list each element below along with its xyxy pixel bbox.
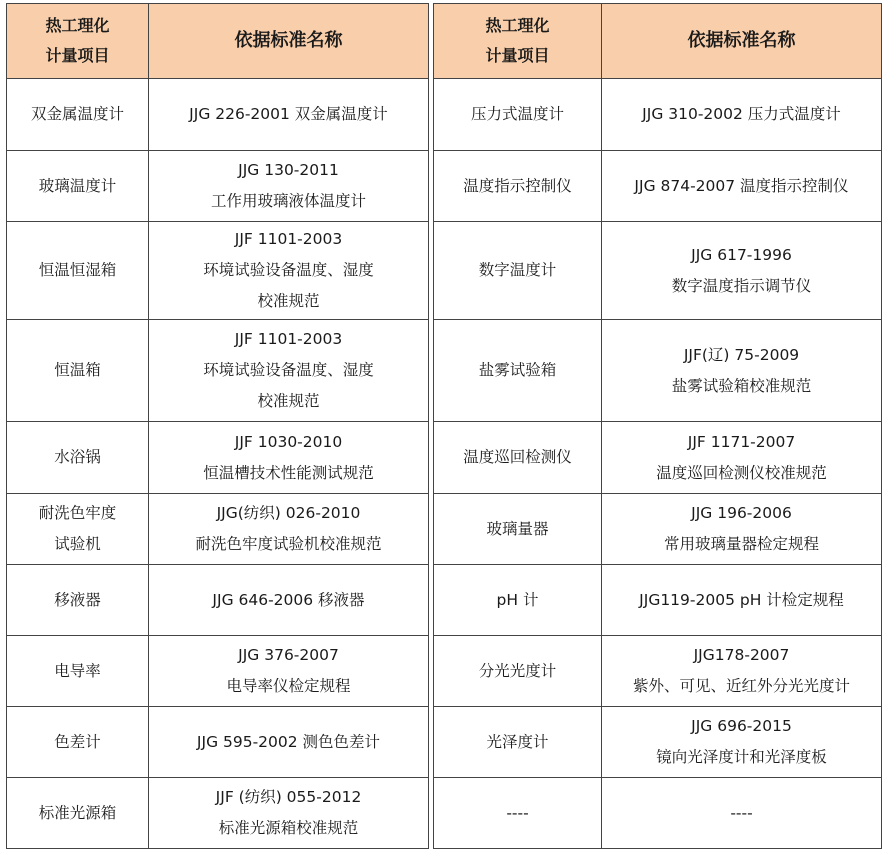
item-text: 恒温箱 xyxy=(54,361,101,379)
item-cell xyxy=(434,707,602,778)
standard-text: 环境试验设备温度、湿度 xyxy=(203,261,374,279)
standard-cell xyxy=(149,565,429,636)
item-cell xyxy=(7,494,149,565)
standard-text: JJG 310-2002 压力式温度计 xyxy=(642,105,841,123)
header-row xyxy=(7,4,429,79)
item-cell xyxy=(434,320,602,422)
standard-text: 盐雾试验箱校准规范 xyxy=(671,376,812,395)
table-row xyxy=(434,778,882,849)
standard-cell xyxy=(602,422,882,494)
standard-text: JJG(纺织) 026-2010 xyxy=(216,504,361,522)
standard-cell xyxy=(602,636,882,707)
standard-text: 校准规范 xyxy=(257,292,320,310)
standard-text: 耐洗色牢度试验机校准规范 xyxy=(195,535,382,553)
standard-cell xyxy=(149,422,429,494)
standard-text: JJF(辽) 75-2009 xyxy=(683,345,800,364)
item-cell xyxy=(434,151,602,222)
item-text: 色差计 xyxy=(54,732,101,751)
item-text: 压力式温度计 xyxy=(470,105,564,123)
standard-cell xyxy=(149,636,429,707)
item-text: 温度指示控制仪 xyxy=(463,176,572,195)
table-row xyxy=(7,79,429,151)
standard-text: JJG 696-2015 xyxy=(691,717,792,735)
standard-cell xyxy=(602,707,882,778)
standard-cell xyxy=(149,79,429,151)
header-item-line-1: 热工理化 xyxy=(45,16,110,35)
standard-text: 恒温槽技术性能测试规范 xyxy=(203,463,374,482)
table-row xyxy=(434,494,882,565)
item-text: 分光光度计 xyxy=(478,661,557,680)
standard-text: JJG 376-2007 xyxy=(238,646,339,664)
standard-text: JJG 646-2006 移液器 xyxy=(212,590,365,609)
standard-cell xyxy=(602,79,882,151)
header-standard: 依据标准名称 xyxy=(149,4,429,79)
standard-text: 镜向光泽度计和光泽度板 xyxy=(656,748,827,766)
standard-cell xyxy=(602,494,882,565)
item-text: 电导率 xyxy=(54,661,101,680)
standard-cell xyxy=(149,222,429,320)
metrology-standards-table xyxy=(6,3,882,849)
header-item-line-1: 热工理化 xyxy=(485,16,550,35)
item-cell xyxy=(7,422,149,494)
item-text: 数字温度计 xyxy=(478,261,557,279)
standard-text: 紫外、可见、近红外分光光度计 xyxy=(632,677,850,695)
table-row xyxy=(7,422,429,494)
item-cell xyxy=(434,636,602,707)
item-text: 耐洗色牢度 xyxy=(38,504,117,522)
item-cell xyxy=(434,494,602,565)
standard-cell xyxy=(149,778,429,849)
standard-text: 电导率仪检定规程 xyxy=(226,677,351,695)
item-text: 盐雾试验箱 xyxy=(478,361,557,379)
table-row xyxy=(7,778,429,849)
item-cell xyxy=(434,778,602,849)
left-standards-table xyxy=(6,3,429,849)
header-item-line-2: 计量项目 xyxy=(485,46,550,65)
table-row xyxy=(434,422,882,494)
item-text: 试验机 xyxy=(54,535,101,553)
table-row xyxy=(434,636,882,707)
standard-text: 温度巡回检测仪校准规范 xyxy=(656,463,827,482)
item-text: 温度巡回检测仪 xyxy=(463,448,572,466)
item-text: 玻璃量器 xyxy=(486,519,549,538)
standard-text: JJF 1171-2007 xyxy=(687,432,796,451)
standard-text: JJG 617-1996 xyxy=(691,245,792,264)
table-row xyxy=(7,494,429,565)
table-row xyxy=(434,707,882,778)
standard-text: 常用玻璃量器检定规程 xyxy=(663,535,819,553)
item-text: 玻璃温度计 xyxy=(38,176,117,195)
standard-text: JJG 130-2011 xyxy=(238,161,339,179)
item-cell xyxy=(7,151,149,222)
standard-cell xyxy=(149,707,429,778)
standard-text: JJG 595-2002 测色色差计 xyxy=(196,732,381,751)
standard-text: JJF 1030-2010 xyxy=(234,432,343,451)
table-row xyxy=(7,565,429,636)
standard-text: ---- xyxy=(730,803,753,822)
standard-text: 校准规范 xyxy=(257,392,320,410)
header-item xyxy=(434,4,602,79)
table-row xyxy=(7,707,429,778)
item-cell xyxy=(7,222,149,320)
standard-text: JJG 226-2001 双金属温度计 xyxy=(189,105,388,123)
standard-text: JJG 196-2006 xyxy=(691,504,792,522)
standard-cell xyxy=(149,151,429,222)
standard-cell xyxy=(602,778,882,849)
item-cell xyxy=(7,707,149,778)
standard-text: 工作用玻璃液体温度计 xyxy=(210,192,366,210)
standard-text: JJF 1101-2003 xyxy=(234,230,343,248)
table-row xyxy=(434,320,882,422)
right-standards-table xyxy=(433,3,882,849)
standard-text: JJF 1101-2003 xyxy=(234,330,343,348)
table-row xyxy=(7,151,429,222)
standard-cell xyxy=(602,222,882,320)
item-cell xyxy=(7,320,149,422)
item-cell xyxy=(7,79,149,151)
standard-text: 标准光源箱校准规范 xyxy=(218,819,359,837)
standard-cell xyxy=(149,494,429,565)
standard-cell xyxy=(602,565,882,636)
item-text: ---- xyxy=(506,803,529,822)
standard-text: JJG 874-2007 温度指示控制仪 xyxy=(634,176,849,195)
item-cell xyxy=(7,565,149,636)
table-row xyxy=(7,222,429,320)
standard-cell xyxy=(602,320,882,422)
standard-cell xyxy=(149,320,429,422)
item-text: 标准光源箱 xyxy=(38,803,117,822)
standard-text: JJG119-2005 pH 计检定规程 xyxy=(639,590,844,609)
item-text: 恒温恒湿箱 xyxy=(38,261,117,279)
item-cell xyxy=(434,79,602,151)
table-row xyxy=(434,79,882,151)
item-text: 移液器 xyxy=(54,590,101,609)
item-text: pH 计 xyxy=(496,590,539,609)
standard-text: 环境试验设备温度、湿度 xyxy=(203,361,374,379)
item-cell xyxy=(434,422,602,494)
table-row xyxy=(7,636,429,707)
item-cell xyxy=(434,222,602,320)
item-cell xyxy=(7,636,149,707)
table-row xyxy=(434,151,882,222)
standard-text: JJG178-2007 xyxy=(693,646,790,664)
table-row xyxy=(7,320,429,422)
item-text: 光泽度计 xyxy=(486,732,549,751)
header-row xyxy=(434,4,882,79)
table-row xyxy=(434,222,882,320)
item-cell xyxy=(434,565,602,636)
standard-text: JJF (纺织) 055-2012 xyxy=(215,788,362,806)
header-item-line-2: 计量项目 xyxy=(45,46,110,65)
item-text: 水浴锅 xyxy=(54,448,101,466)
standard-text: 数字温度指示调节仪 xyxy=(671,276,812,295)
header-standard: 依据标准名称 xyxy=(602,4,882,79)
header-item xyxy=(7,4,149,79)
table-row xyxy=(434,565,882,636)
standard-cell xyxy=(602,151,882,222)
item-cell xyxy=(7,778,149,849)
item-text: 双金属温度计 xyxy=(30,105,124,123)
